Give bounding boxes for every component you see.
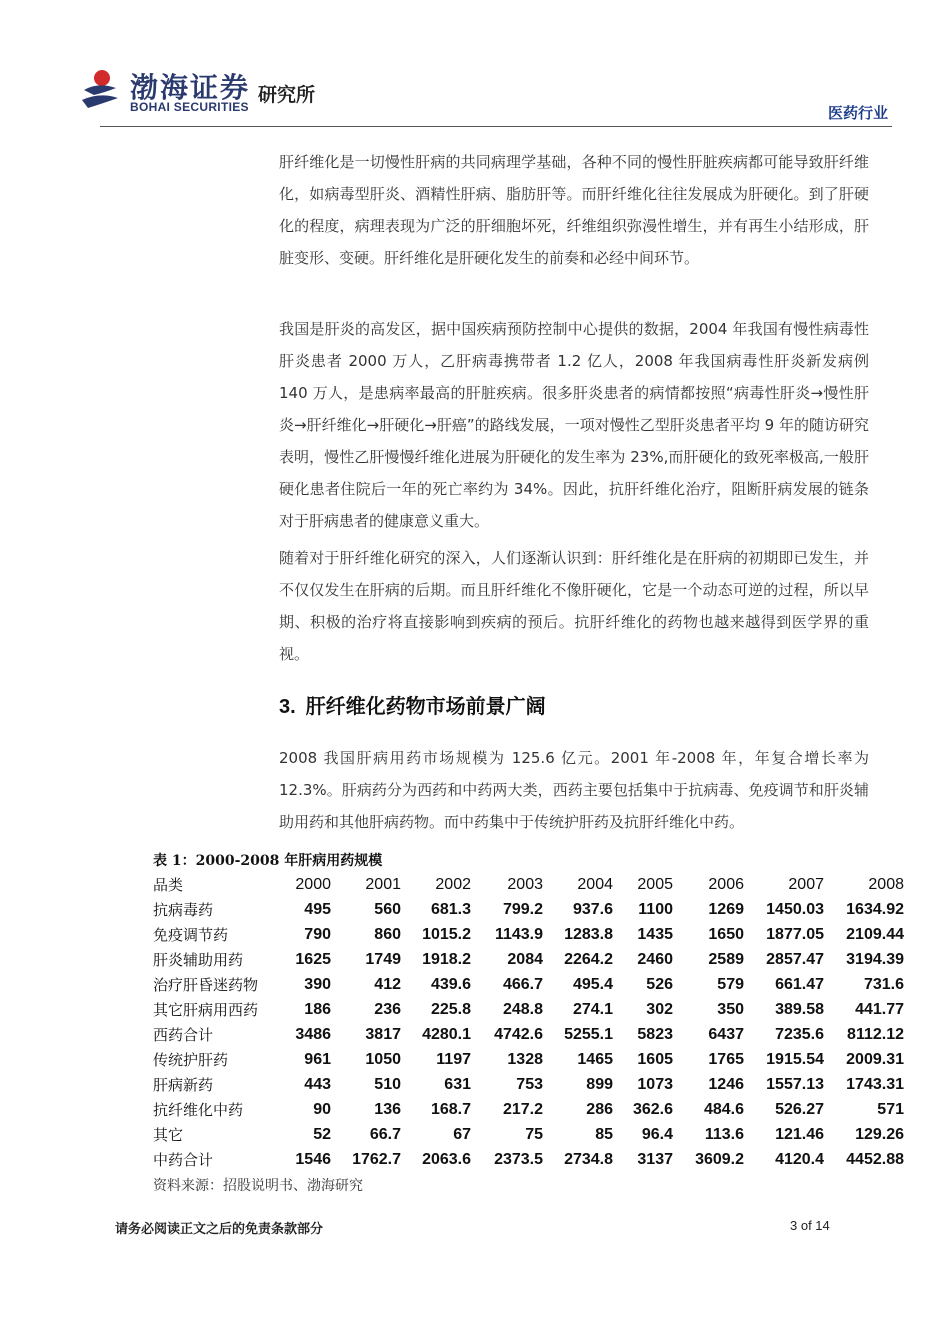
table-cell: 1877.05	[766, 925, 824, 943]
paragraph-fibrosis-basis: 肝纤维化是一切慢性肝病的共同病理学基础，各种不同的慢性肝脏疾病都可能导致肝纤维化，如病毒型肝炎、酒精性肝病、脂肪肝等。而肝纤维化往往发展成为肝硬化。到了肝硬化的程度，病理表现为广泛的肝细胞坏死，纤维组织弥漫性增生，并有再生小结形成，肝脏变形、变硬。肝纤维化是肝硬化发生的前奏和必经中间环节。	[279, 153, 869, 267]
table-cell: 274.1	[572, 1000, 613, 1018]
table-cell: 1269	[708, 900, 744, 918]
table-cell: 731.6	[863, 975, 904, 993]
table-cell: 526	[646, 975, 673, 993]
table-cell: 961	[304, 1050, 331, 1068]
disclaimer-note: 请务必阅读正文之后的免责条款部分	[115, 1222, 324, 1237]
table-cell: 466.7	[502, 975, 543, 993]
table-row	[153, 972, 904, 997]
table-cell: 121.46	[775, 1125, 824, 1143]
header-year: 2004	[577, 875, 613, 893]
header-year: 2002	[435, 875, 471, 893]
table-cell: 571	[877, 1100, 904, 1118]
table-cell: 168.7	[430, 1100, 471, 1118]
table-cell: 631	[444, 1075, 471, 1093]
table-cell: 1015.2	[422, 925, 471, 943]
table-caption: 表 1：2000-2008 年肝病用药规模	[153, 853, 383, 869]
table-cell: 510	[374, 1075, 401, 1093]
row-label: 西药合计	[153, 1026, 214, 1044]
table-cell: 2589	[708, 950, 744, 968]
table-cell: 2063.6	[422, 1150, 471, 1168]
section-heading	[279, 690, 546, 719]
section-title: 肝纤维化药物市场前景广阔	[305, 694, 546, 718]
row-label: 治疗肝昏迷药物	[153, 976, 259, 994]
table-cell: 495	[304, 900, 331, 918]
header-year: 2003	[507, 875, 543, 893]
header-year: 2008	[868, 875, 904, 893]
table-cell: 2084	[507, 950, 543, 968]
table-cell: 4280.1	[422, 1025, 471, 1043]
table-cell: 4120.4	[775, 1150, 824, 1168]
table-cell: 1465	[577, 1050, 613, 1068]
table-cell: 799.2	[502, 900, 543, 918]
section-number: 3.	[279, 696, 296, 718]
table-cell: 390	[304, 975, 331, 993]
table-cell: 362.6	[632, 1100, 673, 1118]
header-year: 2001	[365, 875, 401, 893]
table-cell: 136	[374, 1100, 401, 1118]
table-cell: 1650	[708, 925, 744, 943]
table-cell: 2009.31	[846, 1050, 904, 1068]
paragraph-market-size: 2008 我国肝病用药市场规模为 125.6 亿元。2001 年-2008 年，年复合增长率为 12.3%。肝病药分为西药和中药两大类，西药主要包括集中于抗病毒、免疫调节和肝炎辅助用药和其他肝病药物。而中药集中于传统护肝药及抗肝纤维化中药。	[279, 749, 869, 831]
header-category: 品类	[153, 876, 184, 894]
table-cell: 1246	[708, 1075, 744, 1093]
table-cell: 526.27	[775, 1100, 824, 1118]
table-cell: 1328	[507, 1050, 543, 1068]
row-label: 抗纤维化中药	[153, 1101, 244, 1119]
table-cell: 412	[374, 975, 401, 993]
table-cell: 3609.2	[695, 1150, 744, 1168]
institute-label: 研究所	[258, 84, 316, 106]
table-cell: 2460	[637, 950, 673, 968]
row-label: 其它	[153, 1126, 184, 1144]
table-cell: 2264.2	[564, 950, 613, 968]
table-cell: 3817	[365, 1025, 401, 1043]
table-row	[153, 1147, 904, 1172]
industry-section-label: 医药行业	[827, 104, 888, 122]
table-cell: 4742.6	[494, 1025, 543, 1043]
table-cell: 236	[374, 1000, 401, 1018]
table-cell: 1435	[637, 925, 673, 943]
table-cell: 129.26	[855, 1125, 904, 1143]
table-cell: 75	[525, 1125, 543, 1143]
table-row	[153, 1097, 904, 1122]
table-cell: 1050	[365, 1050, 401, 1068]
table-cell: 1625	[295, 950, 331, 968]
table-row	[153, 1047, 904, 1072]
table-cell: 217.2	[502, 1100, 543, 1118]
table-cell: 3486	[295, 1025, 331, 1043]
table-row	[153, 922, 904, 947]
table-cell: 302	[646, 1000, 673, 1018]
table-row	[153, 1022, 904, 1047]
table-cell: 1762.7	[352, 1150, 401, 1168]
brand-name-en: BOHAI SECURITIES	[130, 100, 249, 114]
table-cell: 7235.6	[775, 1025, 824, 1043]
table-cell: 1143.9	[494, 925, 543, 943]
table-cell: 1546	[295, 1150, 331, 1168]
table-cell: 1634.92	[846, 900, 904, 918]
row-label: 抗病毒药	[153, 901, 214, 919]
bohai-logo-icon	[80, 68, 120, 112]
page-header	[100, 62, 892, 128]
table-cell: 96.4	[641, 1125, 673, 1143]
header-year: 2006	[708, 875, 744, 893]
table-cell: 2109.44	[846, 925, 904, 943]
table-cell: 4452.88	[846, 1150, 904, 1168]
table-cell: 1073	[637, 1075, 673, 1093]
header-year: 2007	[788, 875, 824, 893]
table-row	[153, 947, 904, 972]
table-cell: 484.6	[703, 1100, 744, 1118]
table-cell: 225.8	[430, 1000, 471, 1018]
liver-drug-market-table	[153, 872, 904, 1172]
table-cell: 1605	[637, 1050, 673, 1068]
table-cell: 439.6	[430, 975, 471, 993]
table-cell: 85	[595, 1125, 613, 1143]
table-row	[153, 897, 904, 922]
table-cell: 52	[313, 1125, 331, 1143]
table-cell: 5823	[637, 1025, 673, 1043]
row-label: 其它肝病用西药	[153, 1001, 259, 1019]
table-cell: 350	[717, 1000, 744, 1018]
table-cell: 66.7	[369, 1125, 401, 1143]
table-cell: 8112.12	[847, 1025, 904, 1043]
table-cell: 2734.8	[564, 1150, 613, 1168]
table-cell: 3194.39	[846, 950, 904, 968]
row-label: 传统护肝药	[153, 1051, 229, 1069]
table-cell: 443	[304, 1075, 331, 1093]
table-row	[153, 997, 904, 1022]
table-cell: 1283.8	[564, 925, 613, 943]
header-year: 2005	[637, 875, 673, 893]
table-header-row	[153, 872, 904, 897]
table-cell: 661.47	[775, 975, 824, 993]
table-cell: 1557.13	[766, 1075, 824, 1093]
table-cell: 1918.2	[422, 950, 471, 968]
row-label: 肝病新药	[153, 1076, 214, 1094]
table-cell: 860	[374, 925, 401, 943]
header-divider	[100, 126, 892, 127]
table-cell: 248.8	[502, 1000, 543, 1018]
table-cell: 113.6	[704, 1125, 744, 1143]
table-cell: 899	[586, 1075, 613, 1093]
table-cell: 6437	[708, 1025, 744, 1043]
header-year: 2000	[295, 875, 331, 893]
table-cell: 5255.1	[564, 1025, 613, 1043]
table-cell: 3137	[637, 1150, 673, 1168]
paragraph-hepatitis-data: 我国是肝炎的高发区，据中国疾病预防控制中心提供的数据，2004 年我国有慢性病毒性肝炎患者 2000 万人，乙肝病毒携带者 1.2 亿人，2008 年我国病毒性肝炎新发病例 140 万人，是患病率最高的肝脏疾病。很多肝炎患者的病情都按照“病毒性肝炎→慢性肝炎→肝纤维化→肝硬化→肝癌”的路线发展，一项对慢性乙型肝炎患者平均 9 年的随访研究表明，慢性乙肝慢慢纤维化进展为肝硬化的发生率为 23%,而肝硬化的致死率极高,一般肝硬化患者住院后一年的死亡率约为 34%。因此，抗肝纤维化治疗，阻断肝病发展的链条对于肝病患者的健康意义重大。	[279, 320, 869, 530]
table-cell: 286	[586, 1100, 613, 1118]
brand-name-cn: 渤海证券	[130, 71, 251, 104]
table-cell: 389.58	[775, 1000, 824, 1018]
table-cell: 790	[304, 925, 331, 943]
table-cell: 753	[516, 1075, 543, 1093]
table-cell: 1100	[638, 900, 673, 918]
table-cell: 1915.54	[766, 1050, 824, 1068]
row-label: 免疫调节药	[153, 926, 229, 944]
table-cell: 681.3	[430, 900, 471, 918]
table-cell: 1743.31	[846, 1075, 904, 1093]
table-cell: 1749	[365, 950, 401, 968]
table-cell: 579	[717, 975, 744, 993]
row-label: 肝炎辅助用药	[153, 951, 244, 969]
table-cell: 2857.47	[766, 950, 824, 968]
table-cell: 67	[453, 1125, 471, 1143]
table-cell: 560	[374, 900, 401, 918]
row-label: 中药合计	[153, 1151, 214, 1169]
table-cell: 2373.5	[494, 1150, 543, 1168]
page-number: 3 of 14	[790, 1218, 830, 1233]
paragraph-research-progress: 随着对于肝纤维化研究的深入，人们逐渐认识到：肝纤维化是在肝病的初期即已发生，并不仅仅发生在肝病的后期。而且肝纤维化不像肝硬化，它是一个动态可逆的过程，所以早期、积极的治疗将直接影响到疾病的预后。抗肝纤维化的药物也越来越得到医学界的重视。	[279, 549, 869, 663]
table-cell: 186	[304, 1000, 331, 1018]
table-cell: 1765	[708, 1050, 744, 1068]
table-cell: 937.6	[572, 900, 613, 918]
table-cell: 90	[313, 1100, 331, 1118]
table-cell: 1197	[436, 1050, 471, 1068]
table-source-note: 资料来源：招股说明书、渤海研究	[153, 1178, 363, 1194]
table-row	[153, 1122, 904, 1147]
table-cell: 1450.03	[766, 900, 824, 918]
table-cell: 495.4	[572, 975, 613, 993]
table-cell: 441.77	[855, 1000, 904, 1018]
table-row	[153, 1072, 904, 1097]
